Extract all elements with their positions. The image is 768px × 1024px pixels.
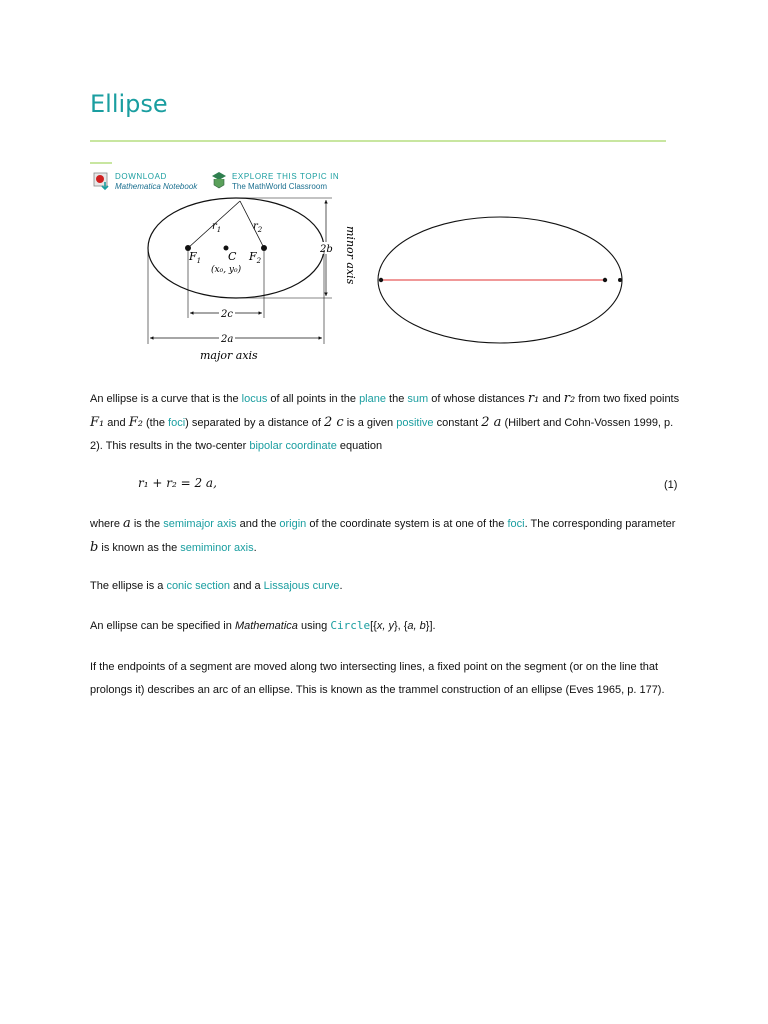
download-label: DOWNLOAD (115, 172, 167, 181)
f1-label: $F_1$ (189, 250, 202, 265)
b-math: b (90, 540, 99, 555)
r1-math: r₁ (527, 391, 540, 406)
positive-link[interactable]: positive (396, 417, 434, 429)
ellipse-figures (0, 0, 768, 380)
focus-dot (603, 278, 607, 282)
origin-link[interactable]: origin (279, 518, 307, 530)
minor-axis-label: minor axis (344, 226, 357, 285)
lissajous-curve-link[interactable]: Lissajous curve (263, 580, 340, 592)
plane-link[interactable]: plane (359, 393, 386, 405)
semiminor-axis-link[interactable]: semiminor axis (180, 542, 254, 554)
major-axis-label: major axis (200, 349, 258, 362)
r2-line (240, 201, 264, 248)
locus-link[interactable]: locus (241, 393, 268, 405)
conic-section-link[interactable]: conic section (166, 580, 231, 592)
f2-math: F₂ (128, 415, 143, 430)
trammel-paragraph: If the endpoints of a segment are moved along two intersecting lines, a fixed point on the segment (or on the line that prolongs it) describes an arc of an ellipse. This is known as the trammel construction of an ellipse (Eves 1965, p. 177). (90, 661, 665, 696)
explore-label: EXPLORE THIS TOPIC IN (232, 172, 340, 181)
semimajor-paragraph: where a is the semimajor axis and the origin of the coordinate system is at one of the foci. The corresponding parameter b is known as the semiminor axis. (90, 516, 676, 555)
two-c-label: 2c (221, 309, 233, 320)
conic-paragraph: The ellipse is a conic section and a Lissajous curve. (90, 580, 343, 592)
trammel-ellipse-diagram (378, 217, 622, 343)
mathematica-text: Mathematica (234, 620, 298, 632)
two-c-math: 2 c (323, 415, 344, 430)
bipolar-coordinate-link[interactable]: bipolar coordinate (249, 440, 337, 452)
intro-paragraph: An ellipse is a curve that is the locus of all points in the plane the sum of whose distances r₁ and r₂ from two fixed points F₁ and F₂ (the foci) separated by a distance of 2 c is a given positive constant 2 a (Hilbert and Cohn-Vossen 1999, p. 2). This results in the two-center bipolar coordinate equation (90, 391, 680, 452)
foci-link-2[interactable]: foci (507, 518, 525, 530)
center-coord-label: (x₀, y₀) (211, 265, 242, 275)
circle-function-link[interactable]: Circle (330, 619, 371, 632)
r1-label: $r_1$ (212, 221, 222, 234)
equation-1: r₁ + r₂ = 2 a, (138, 476, 217, 490)
ellipse-outline (148, 198, 324, 298)
classroom-label: The MathWorld Classroom (232, 182, 327, 191)
two-a-label: 2a (221, 334, 234, 345)
r2-math: r₂ (563, 391, 576, 406)
semimajor-axis-link[interactable]: semimajor axis (163, 518, 237, 530)
foci-link[interactable]: foci (168, 417, 186, 429)
right-vertex-dot (618, 278, 622, 282)
f1-math: F₁ (90, 415, 105, 430)
a-math: a (123, 516, 131, 531)
labeled-ellipse-diagram (148, 198, 357, 362)
center-label: C (228, 250, 237, 263)
equation-number: (1) (664, 479, 678, 491)
two-b-label: 2b (320, 244, 333, 255)
page-title: Ellipse (90, 90, 168, 118)
sum-link[interactable]: sum (407, 393, 429, 405)
left-vertex-dot (379, 278, 383, 282)
f2-label: $F_2$ (249, 250, 262, 265)
download-notebook-label: Mathematica Notebook (115, 182, 198, 191)
two-a-math: 2 a (481, 415, 502, 430)
mathematica-paragraph: An ellipse can be specified in Mathematica using Circle[{x, y}, {a, b}]. (90, 619, 436, 632)
r2-label: $r_2$ (253, 221, 263, 234)
